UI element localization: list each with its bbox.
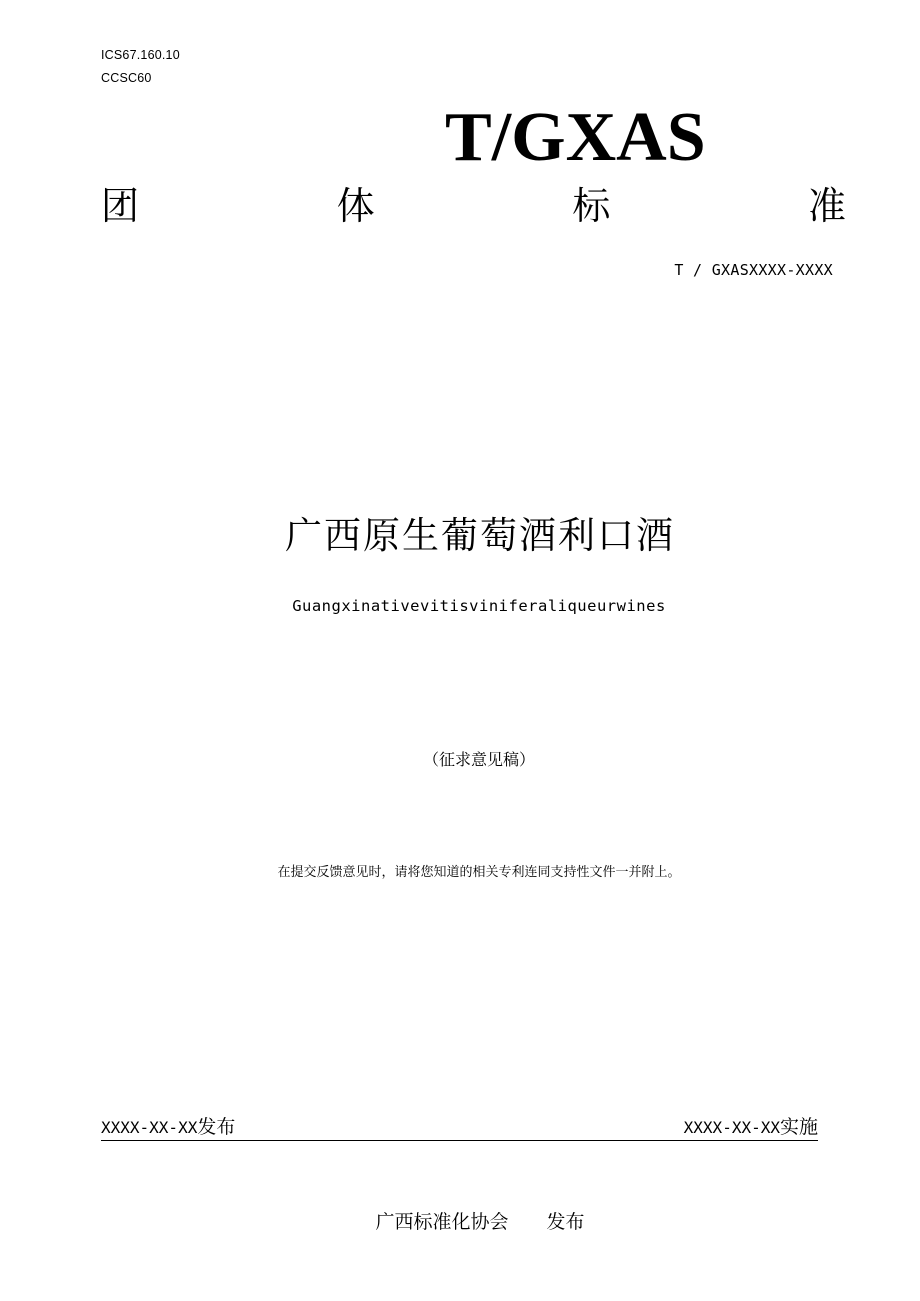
publish-date: XXXX-XX-XX <box>101 1118 198 1137</box>
implement-date-group <box>684 1115 818 1140</box>
patent-notice: 在提交反馈意见时，请将您知道的相关专利连同支持性文件一并附上。 <box>277 865 681 880</box>
standard-type-char: 准 <box>807 184 846 228</box>
implement-label: 实施 <box>779 1116 818 1138</box>
publish-date-group <box>101 1115 235 1140</box>
publisher-publish-label: 发布 <box>546 1211 585 1233</box>
document-number: T / GXASXXXX-XXXX <box>674 261 833 279</box>
standard-type-char: 标 <box>572 184 611 228</box>
document-title-zh: 广西原生葡萄酒利口酒 <box>285 514 675 557</box>
draft-status: （征求意见稿） <box>422 750 535 769</box>
publisher-name: 广西标准化协会 <box>375 1211 509 1233</box>
standard-type-char: 团 <box>101 184 140 228</box>
standard-type-char: 体 <box>336 184 375 228</box>
publish-label: 发布 <box>197 1116 236 1138</box>
ics-code: ICS67.160.10 <box>101 48 180 62</box>
standard-type-heading <box>101 183 846 229</box>
ccs-code: CCSC60 <box>101 71 152 85</box>
date-row <box>101 1115 818 1141</box>
publisher-line <box>0 1208 920 1236</box>
document-title-en: Guangxinativevitisviniferaliqueurwines <box>292 597 666 615</box>
implement-date: XXXX-XX-XX <box>683 1118 780 1137</box>
standard-logo: T/GXAS <box>445 99 706 176</box>
